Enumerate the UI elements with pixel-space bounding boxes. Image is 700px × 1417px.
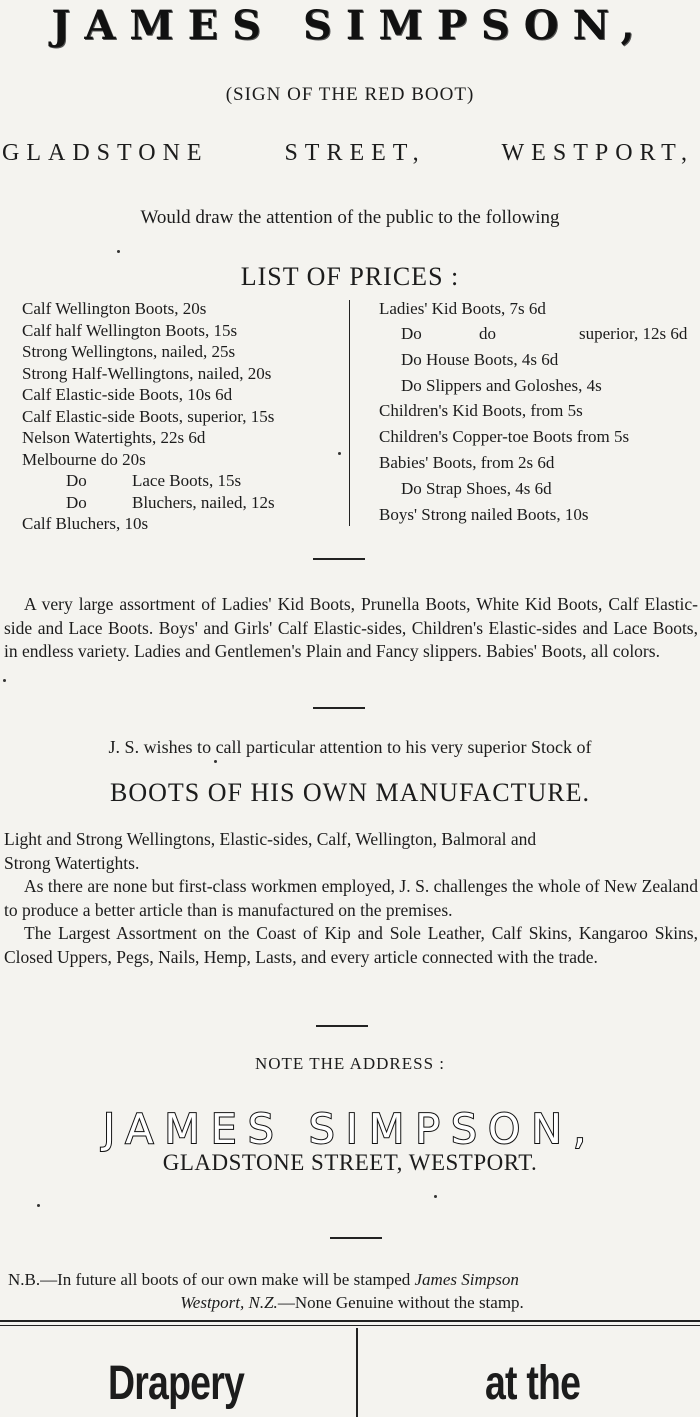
price-item: Calf Wellington Boots, 20s (22, 299, 207, 318)
ditto-mark: do (479, 324, 496, 343)
column-divider (349, 300, 350, 526)
street-word-3: WESTPORT, (501, 140, 694, 166)
ditto-mark: Do (66, 492, 87, 512)
footer-left-heading: Drapery (108, 1357, 245, 1410)
price-item: Calf Elastic-side Boots, superior, 15s (22, 406, 275, 426)
price-item: Children's Kid Boots, from 5s (379, 401, 583, 420)
intro-text: Would draw the attention of the public to the following (140, 207, 560, 228)
price-list-title: LIST OF PRICES : (240, 262, 460, 291)
sign-subtitle: (SIGN OF THE RED BOOT) (225, 84, 475, 105)
price-item: Strong Half-Wellingtons, nailed, 20s (22, 363, 272, 383)
footer-rule-top (0, 1320, 700, 1322)
assortment-text: A very large assortment of Ladies' Kid Boots, Prunella Boots, White Kid Boots, Calf Elastic-side and Lace Boots. Boys' and Girls' Calf Elastic-sides, Children's Elastic-sides and Lace Boots, in endless variety. Ladies and Gentlemen's Plain and Fancy slippers. Babies' Boots, all colors. (4, 594, 698, 661)
footer-column-divider (356, 1328, 358, 1417)
print-speck (214, 760, 217, 763)
price-item: Do House Boots, 4s 6d (401, 350, 559, 369)
price-list (0, 298, 700, 533)
price-item: Ladies' Kid Boots, 7s 6d (379, 299, 546, 318)
price-item (22, 470, 352, 492)
own-manufacture-heading: BOOTS OF HIS OWN MANUFACTURE. (110, 778, 590, 807)
price-item: Strong Wellingtons, nailed, 25s (22, 342, 236, 361)
street-word-2: STREET, (284, 140, 426, 166)
price-item: Children's Copper-toe Boots from 5s (379, 427, 630, 446)
price-item-text: Bluchers, nailed, 12s (132, 492, 275, 512)
ditto-mark: Do (401, 324, 422, 343)
price-item-text: Lace Boots, 15s (132, 471, 242, 490)
manufacture-line: Light and Strong Wellingtons, Elastic-sides, Calf, Wellington, Balmoral and (4, 829, 537, 849)
print-speck (37, 1204, 40, 1207)
street-line (0, 140, 700, 167)
price-item (379, 323, 700, 349)
price-item: Calf half Wellington Boots, 15s (22, 320, 238, 340)
print-speck (434, 1195, 437, 1198)
price-item: Calf Bluchers, 10s (22, 514, 149, 533)
price-list-left-column (22, 298, 352, 535)
footer-right-heading: at the (485, 1357, 581, 1410)
nb-second-line (8, 1291, 696, 1314)
price-item: Babies' Boots, from 2s 6d (379, 453, 555, 472)
section-rule (316, 1025, 368, 1027)
masthead-name: JAMES SIMPSON, (51, 2, 649, 49)
print-speck (338, 452, 341, 455)
nb-stamp-name: James Simpson (414, 1270, 519, 1289)
price-item: Do Slippers and Goloshes, 4s (401, 376, 602, 395)
manufacture-paragraph: As there are none but first-class workmen employed, J. S. challenges the whole of New Zealand to produce a better article than is manufactured on the premises. (4, 876, 698, 920)
street-word-1: GLADSTONE (2, 140, 209, 166)
section-rule (313, 707, 365, 709)
print-speck (117, 250, 120, 253)
manufacture-paragraph: The Largest Assortment on the Coast of Kip and Sole Leather, Calf Skins, Kangaroo Skins, Closed Uppers, Pegs, Nails, Hemp, Lasts, and every article connected with the trade. (4, 923, 698, 967)
section-rule (330, 1237, 382, 1239)
address-line: GLADSTONE STREET, WESTPORT. (162, 1150, 538, 1175)
price-item-text: superior, 12s 6d (579, 324, 688, 343)
nb-stamp-place: Westport, N.Z. (180, 1293, 278, 1312)
ditto-mark: Do (66, 471, 87, 490)
manufacture-paragraphs (0, 828, 700, 969)
nb-lead: N.B.—In future all boots of our own make will be stamped (8, 1270, 415, 1289)
price-item: Boys' Strong nailed Boots, 10s (379, 505, 589, 524)
footer-rule-bottom (0, 1325, 700, 1326)
section-rule (313, 558, 365, 560)
price-item: Calf Elastic-side Boots, 10s 6d (22, 385, 233, 404)
nb-notice (0, 1268, 700, 1314)
price-item: Melbourne do 20s (22, 449, 146, 469)
own-intro: J. S. wishes to call particular attention to his very superior Stock of (108, 737, 592, 757)
note-label: NOTE THE ADDRESS : (254, 1054, 446, 1073)
price-item: Nelson Watertights, 22s 6d (22, 428, 206, 447)
print-speck (3, 679, 6, 682)
nb-tail: —None Genuine without the stamp. (277, 1293, 524, 1312)
manufacture-line: Strong Watertights. (4, 852, 140, 873)
address-name: JAMES SIMPSON, (103, 1105, 597, 1153)
price-item (22, 492, 352, 514)
price-item: Do Strap Shoes, 4s 6d (401, 479, 552, 498)
price-list-right-column (379, 298, 700, 526)
assortment-paragraph (0, 593, 700, 664)
